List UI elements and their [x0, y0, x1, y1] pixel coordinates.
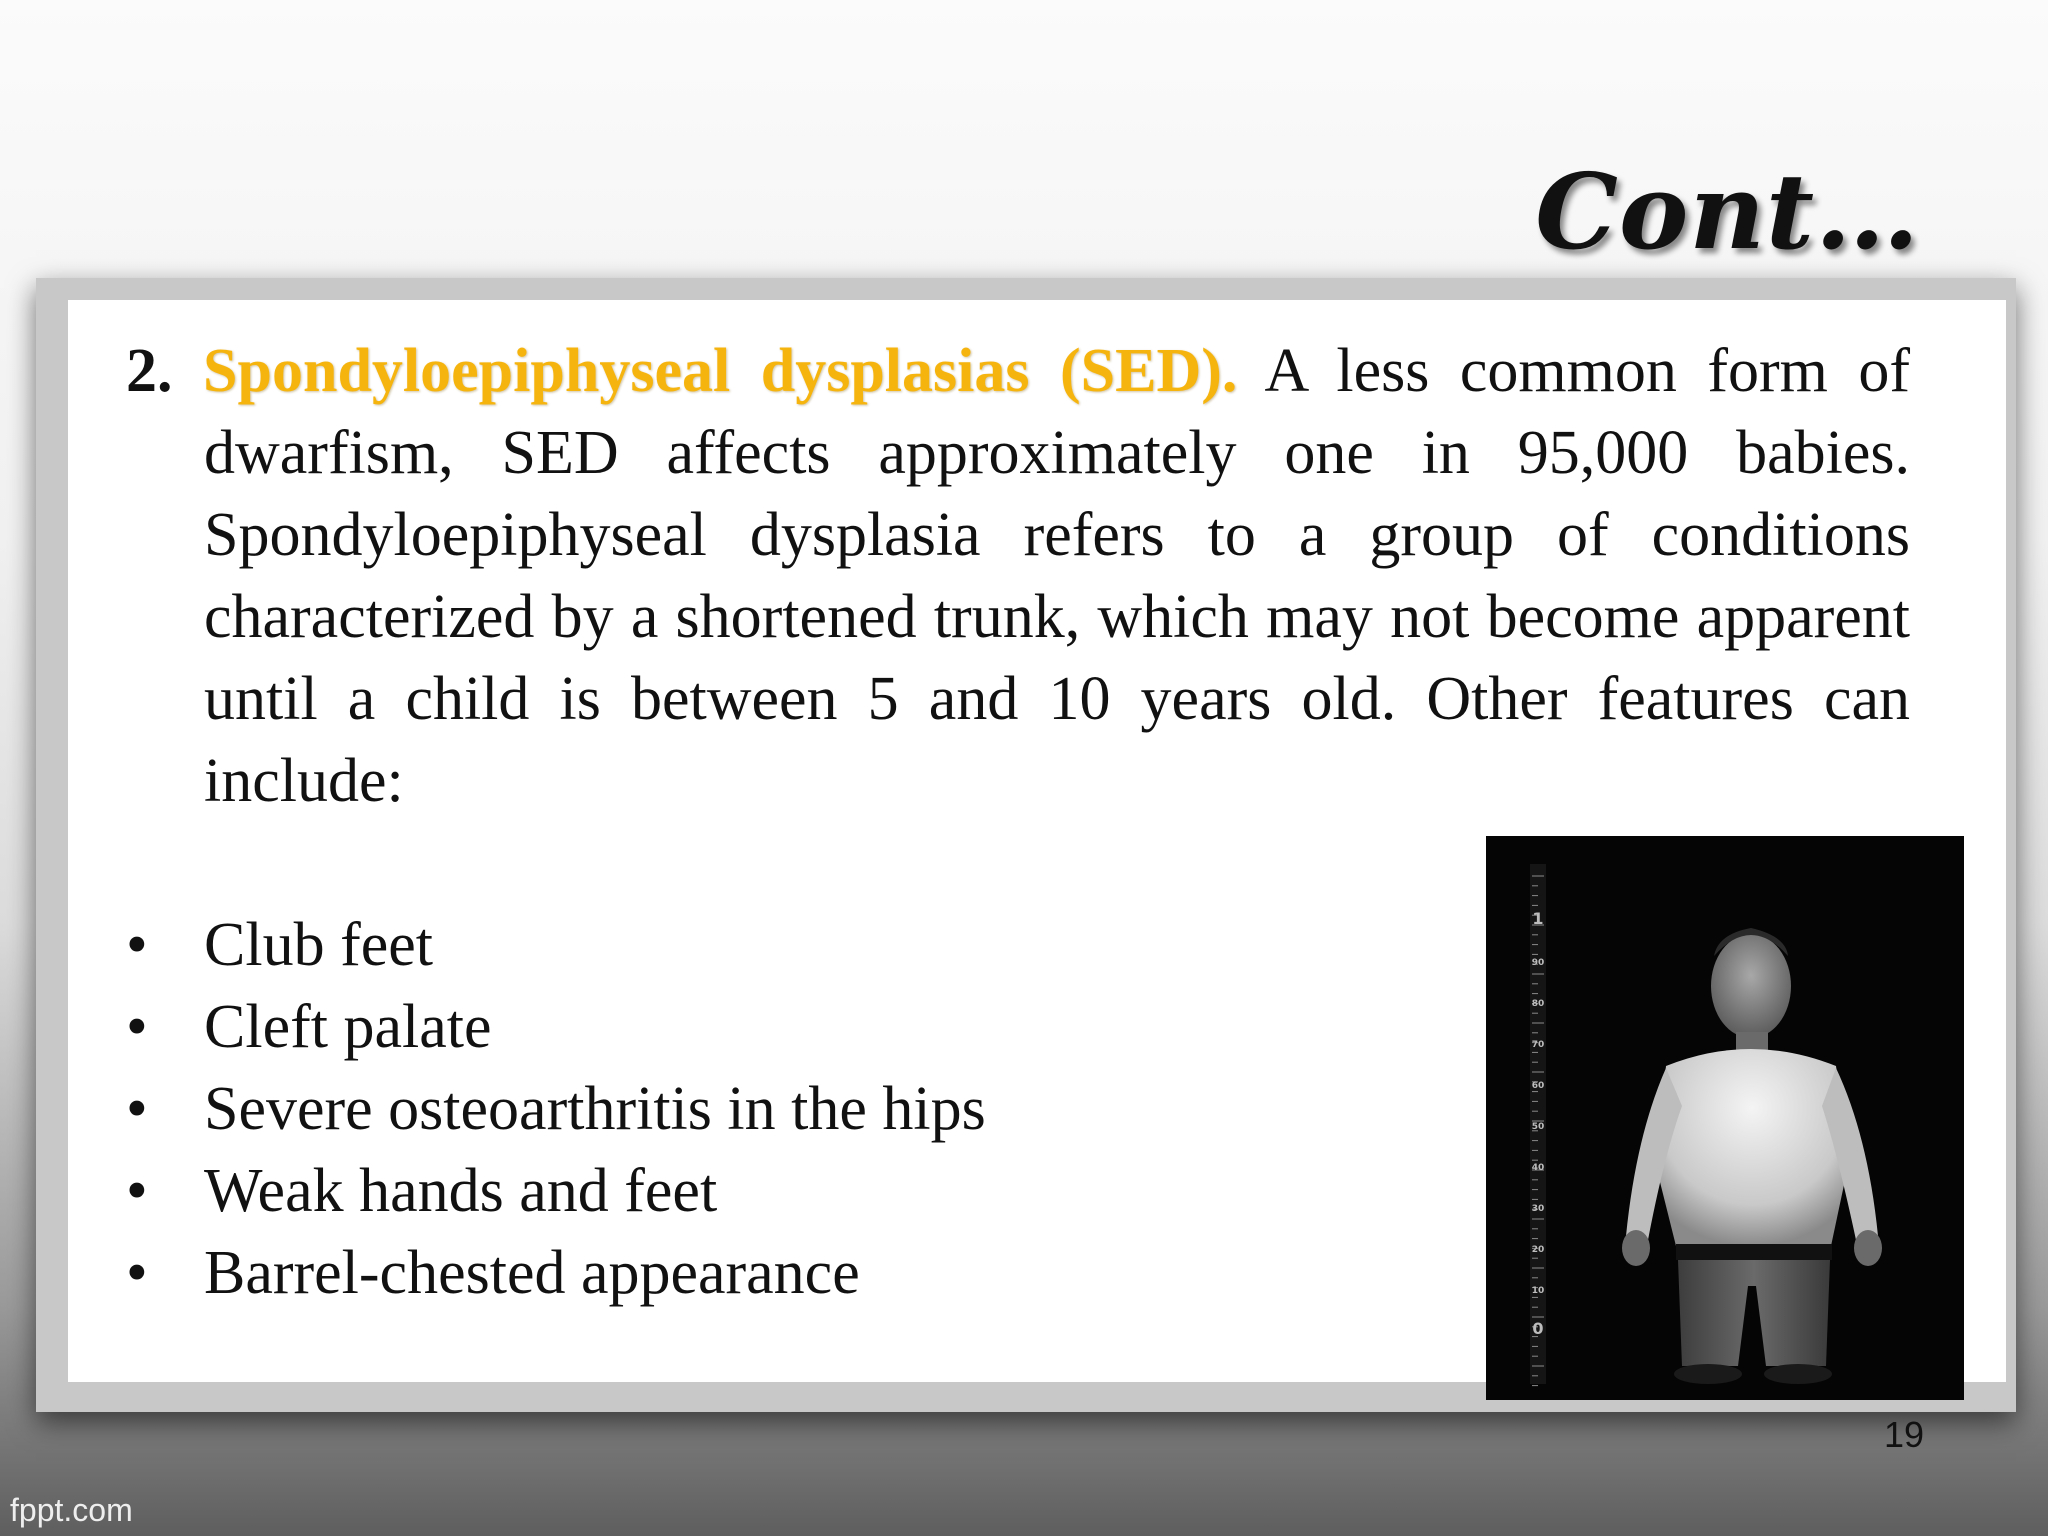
- sed-heading-period: .: [1221, 337, 1238, 405]
- bullet-icon: •: [126, 911, 148, 979]
- footer-brand: fppt.com: [10, 1492, 133, 1528]
- ruler-label: 1: [1532, 909, 1544, 928]
- slide-title: Cont…: [1535, 150, 1920, 273]
- patient-photo: [1486, 836, 1964, 1400]
- bullet-icon: •: [126, 1239, 148, 1307]
- list-item-text: Club feet: [204, 911, 433, 979]
- list-item-text: Weak hands and feet: [204, 1157, 718, 1225]
- list-item-text: Cleft palate: [204, 993, 492, 1061]
- ruler-label: 50: [1531, 1122, 1545, 1132]
- item-number: 2.: [126, 337, 173, 405]
- slide-number: 19: [1883, 1414, 1924, 1455]
- ruler-label: 90: [1531, 958, 1545, 968]
- bullet-icon: •: [126, 1075, 148, 1143]
- ruler-label: 20: [1531, 1245, 1545, 1255]
- patient-photo-illustration: [1486, 836, 1964, 1400]
- ruler-label: 40: [1531, 1163, 1545, 1173]
- sed-description: A less common form of dwarfism, SED affects approximately one in 95,000 babies. Spondyloepiphyseal dysplasia refers to a group of conditions characterized by a shortened trunk, which may not become apparent until a child is between 5 and 10 years old. Other features can include:: [204, 337, 1910, 815]
- sed-paragraph: [126, 330, 1910, 822]
- ruler-label: 0: [1532, 1319, 1544, 1338]
- ruler-label: 30: [1531, 1204, 1545, 1214]
- bullet-icon: •: [126, 993, 148, 1061]
- ruler-label: 70: [1531, 1040, 1545, 1050]
- sed-heading: Spondyloepiphyseal dysplasias (SED): [203, 337, 1222, 405]
- bullet-icon: •: [126, 1157, 148, 1225]
- ruler-label: 80: [1531, 999, 1545, 1009]
- list-item-text: Barrel-chested appearance: [204, 1239, 860, 1307]
- ruler-label: 60: [1531, 1081, 1545, 1091]
- ruler-label: 10: [1531, 1286, 1545, 1296]
- list-item-text: Severe osteoarthritis in the hips: [204, 1075, 986, 1143]
